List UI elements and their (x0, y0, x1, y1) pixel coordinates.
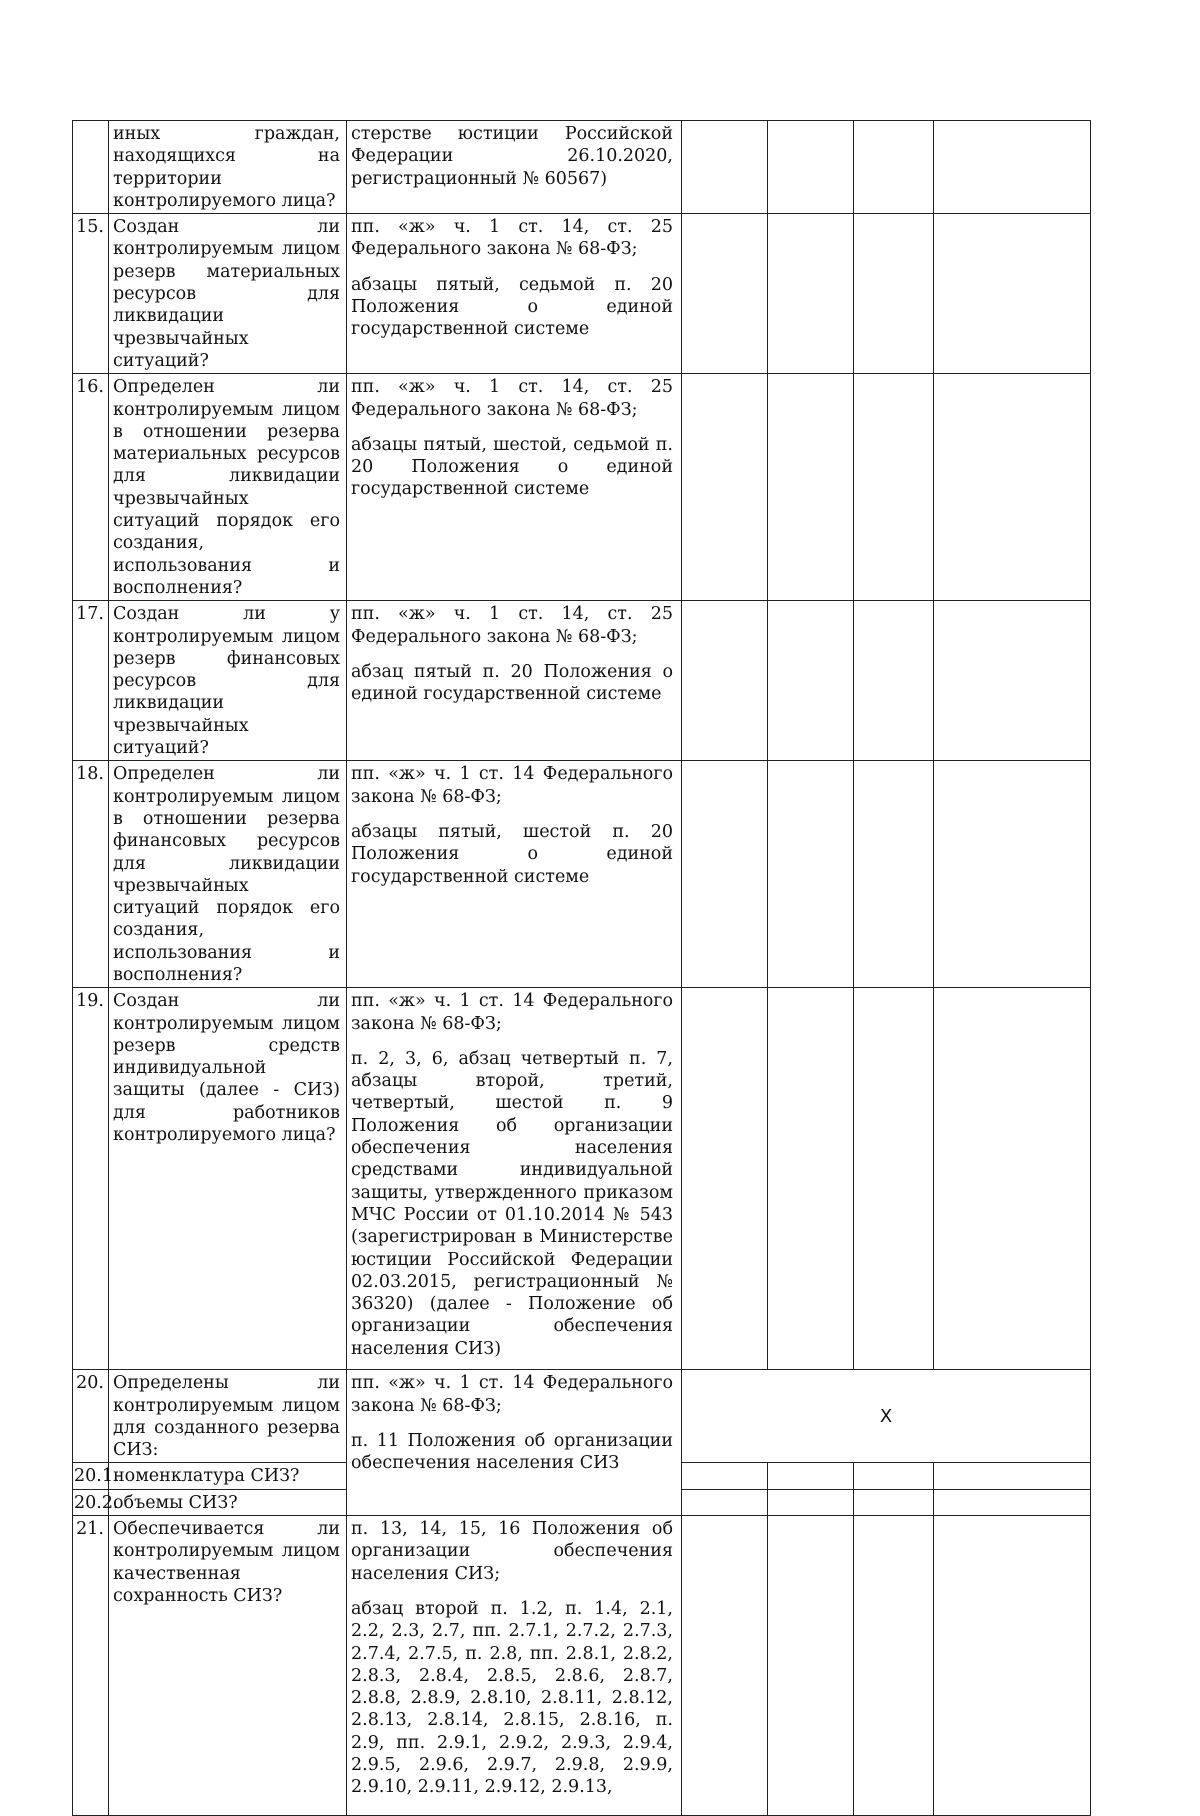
answer-na-cell[interactable] (854, 1489, 934, 1515)
not-applicable-mark: X (682, 1370, 1091, 1463)
answer-na-cell[interactable] (854, 121, 934, 214)
answer-na-cell[interactable] (854, 761, 934, 988)
checklist-body (73, 121, 1091, 1816)
question-cell: Определены ли контролируемым лицом для созданного резерва СИЗ: (109, 1370, 347, 1463)
answer-yes-cell[interactable] (682, 121, 768, 214)
reference-cell (347, 988, 682, 1370)
question-cell: объемы СИЗ? (109, 1489, 347, 1515)
reference-text: пп. «ж» ч. 1 ст. 14, ст. 25 Федерального закона № 68-ФЗ; (351, 217, 673, 260)
question-cell: иных граждан, находящихся на территории контролируемого лица? (109, 121, 347, 214)
question-cell: номенклатура СИЗ? (109, 1463, 347, 1489)
answer-yes-cell[interactable] (682, 214, 768, 374)
answer-no-cell[interactable] (768, 1463, 854, 1489)
reference-text: п. 11 Положения об организации обеспечения населения СИЗ (351, 1430, 673, 1474)
table-row (73, 1370, 1091, 1463)
row-number: 16. (73, 374, 109, 601)
reference-cell (347, 214, 682, 374)
note-cell[interactable] (934, 374, 1091, 601)
table-row (73, 601, 1091, 761)
reference-text: стерстве юстиции Российской Федерации 26.10.2020, регистрационный № 60567) (351, 124, 673, 189)
reference-text: пп. «ж» ч. 1 ст. 14, ст. 25 Федерального закона № 68-ФЗ; (351, 377, 673, 420)
reference-text: абзац пятый п. 20 Положения о единой государственной системе (351, 661, 673, 705)
note-cell[interactable] (934, 121, 1091, 214)
answer-no-cell[interactable] (768, 761, 854, 988)
question-cell: Создан ли контролируемым лицом резерв средств индивидуальной защиты (далее - СИЗ) для работников контролируемого лица? (109, 988, 347, 1370)
reference-cell (347, 601, 682, 761)
row-number: 15. (73, 214, 109, 374)
note-cell[interactable] (934, 601, 1091, 761)
reference-text: п. 2, 3, 6, абзац четвертый п. 7, абзацы второй, третий, четвертый, шестой п. 9 Положения об организации обеспечения населения средствами индивидуальной защиты, утвержденного приказом МЧС России от 01.10.2014 № 543 (зарегистрирован в Министерстве юстиции Российской Федерации 02.03.2015, регистрационный № 36320) (далее - Положение об организации обеспечения населения СИЗ) (351, 1048, 673, 1359)
checklist-table (72, 120, 1091, 1816)
answer-no-cell[interactable] (768, 374, 854, 601)
row-number: 18. (73, 761, 109, 988)
note-cell[interactable] (934, 1516, 1091, 1816)
answer-na-cell[interactable] (854, 1516, 934, 1816)
row-number: 21. (73, 1516, 109, 1816)
answer-no-cell[interactable] (768, 988, 854, 1370)
reference-text: пп. «ж» ч. 1 ст. 14 Федерального закона № 68-ФЗ; (351, 764, 673, 807)
reference-cell (347, 121, 682, 214)
table-row (73, 988, 1091, 1370)
question-cell: Определен ли контролируемым лицом в отношении резерва финансовых ресурсов для ликвидации чрезвычайных ситуаций порядок его создания, использования и восполнения? (109, 761, 347, 988)
note-cell[interactable] (934, 1463, 1091, 1489)
row-number (73, 121, 109, 214)
reference-cell (347, 1370, 682, 1516)
answer-na-cell[interactable] (854, 601, 934, 761)
row-number: 17. (73, 601, 109, 761)
note-cell[interactable] (934, 761, 1091, 988)
reference-text: п. 13, 14, 15, 16 Положения об организации обеспечения населения СИЗ; (351, 1519, 673, 1584)
row-number: 19. (73, 988, 109, 1370)
answer-na-cell[interactable] (854, 374, 934, 601)
table-row (73, 121, 1091, 214)
question-cell: Создан ли контролируемым лицом резерв материальных ресурсов для ликвидации чрезвычайных ситуаций? (109, 214, 347, 374)
answer-no-cell[interactable] (768, 1489, 854, 1515)
answer-no-cell[interactable] (768, 1516, 854, 1816)
answer-yes-cell[interactable] (682, 1489, 768, 1515)
reference-cell (347, 761, 682, 988)
answer-yes-cell[interactable] (682, 988, 768, 1370)
reference-text: абзацы пятый, шестой, седьмой п. 20 Положения о единой государственной системе (351, 434, 673, 500)
note-cell[interactable] (934, 1489, 1091, 1515)
table-row (73, 1516, 1091, 1816)
answer-na-cell[interactable] (854, 214, 934, 374)
table-row (73, 214, 1091, 374)
answer-yes-cell[interactable] (682, 1463, 768, 1489)
answer-yes-cell[interactable] (682, 601, 768, 761)
answer-yes-cell[interactable] (682, 1516, 768, 1816)
row-number: 20. (73, 1370, 109, 1463)
question-cell: Определен ли контролируемым лицом в отношении резерва материальных ресурсов для ликвидации чрезвычайных ситуаций порядок его создания, использования и восполнения? (109, 374, 347, 601)
reference-cell (347, 1516, 682, 1816)
row-number: 20.2. (73, 1489, 109, 1515)
answer-na-cell[interactable] (854, 1463, 934, 1489)
answer-no-cell[interactable] (768, 214, 854, 374)
note-cell[interactable] (934, 214, 1091, 374)
answer-no-cell[interactable] (768, 121, 854, 214)
reference-text: пп. «ж» ч. 1 ст. 14 Федерального закона № 68-ФЗ; (351, 991, 673, 1034)
reference-text: абзац второй п. 1.2, п. 1.4, 2.1, 2.2, 2.3, 2.7, пп. 2.7.1, 2.7.2, 2.7.3, 2.7.4, 2.7.5, п. 2.8, пп. 2.8.1, 2.8.2, 2.8.3, 2.8.4, 2.8.5, 2.8.6, 2.8.7, 2.8.8, 2.8.9, 2.8.10, 2.8.11, 2.8.12, 2.8.13, 2.8.14, 2.8.15, 2.8.16, п. 2.9, пп. 2.9.1, 2.9.2, 2.9.3, 2.9.4, 2.9.5, 2.9.6, 2.9.7, 2.9.8, 2.9.9, 2.9.10, 2.9.11, 2.9.12, 2.9.13, (351, 1598, 673, 1798)
answer-yes-cell[interactable] (682, 374, 768, 601)
reference-text: пп. «ж» ч. 1 ст. 14 Федерального закона № 68-ФЗ; (351, 1373, 673, 1416)
question-cell: Обеспечивается ли контролируемым лицом качественная сохранность СИЗ? (109, 1516, 347, 1816)
reference-cell (347, 374, 682, 601)
table-row (73, 761, 1091, 988)
answer-yes-cell[interactable] (682, 761, 768, 988)
reference-text: пп. «ж» ч. 1 ст. 14, ст. 25 Федерального закона № 68-ФЗ; (351, 604, 673, 647)
reference-text: абзацы пятый, шестой п. 20 Положения о единой государственной системе (351, 821, 673, 887)
reference-text: абзацы пятый, седьмой п. 20 Положения о единой государственной системе (351, 274, 673, 340)
answer-no-cell[interactable] (768, 601, 854, 761)
answer-na-cell[interactable] (854, 988, 934, 1370)
note-cell[interactable] (934, 988, 1091, 1370)
row-number: 20.1. (73, 1463, 109, 1489)
question-cell: Создан ли у контролируемым лицом резерв финансовых ресурсов для ликвидации чрезвычайных ситуаций? (109, 601, 347, 761)
table-row (73, 374, 1091, 601)
